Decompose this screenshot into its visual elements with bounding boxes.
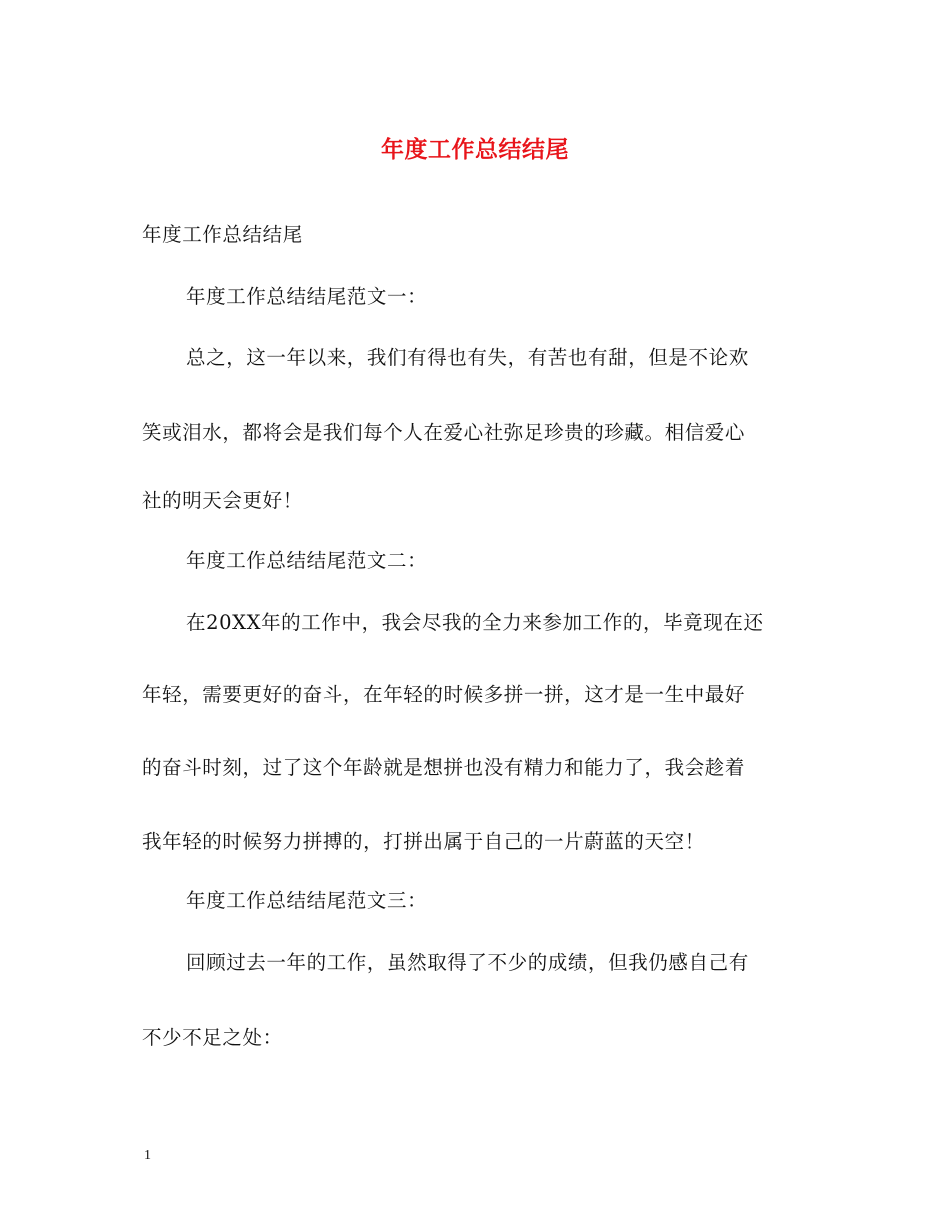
paragraph-line: 社的明天会更好！ — [142, 489, 303, 512]
paragraph-line: 我年轻的时候努力拼搏的，打拼出属于自己的一片蔚蓝的天空！ — [142, 830, 705, 853]
paragraph-line: 的奋斗时刻，过了这个年龄就是想拼也没有精力和能力了，我会趁着 — [142, 756, 746, 779]
paragraph-line: 总之，这一年以来，我们有得也有失，有苦也有甜，但是不论欢 — [186, 346, 749, 369]
paragraph-line: 年轻，需要更好的奋斗，在年轻的时候多拼一拼，这才是一生中最好 — [142, 683, 746, 706]
section-heading-1: 年度工作总结结尾范文一： — [186, 285, 428, 308]
subtitle-line: 年度工作总结结尾 — [142, 223, 303, 246]
section-heading-3: 年度工作总结结尾范文三： — [186, 889, 428, 912]
page-number: 1 — [144, 1148, 151, 1163]
document-title: 年度工作总结结尾 — [381, 136, 569, 163]
paragraph-line: 回顾过去一年的工作，虽然取得了不少的成绩，但我仍感自己有 — [186, 951, 749, 974]
section-heading-2: 年度工作总结结尾范文二： — [186, 549, 428, 572]
paragraph-line: 不少不足之处： — [142, 1026, 283, 1049]
paragraph-line: 笑或泪水，都将会是我们每个人在爱心社弥足珍贵的珍藏。相信爱心 — [142, 421, 746, 444]
paragraph-line: 在20XX年的工作中，我会尽我的全力来参加工作的，毕竟现在还 — [186, 611, 764, 634]
